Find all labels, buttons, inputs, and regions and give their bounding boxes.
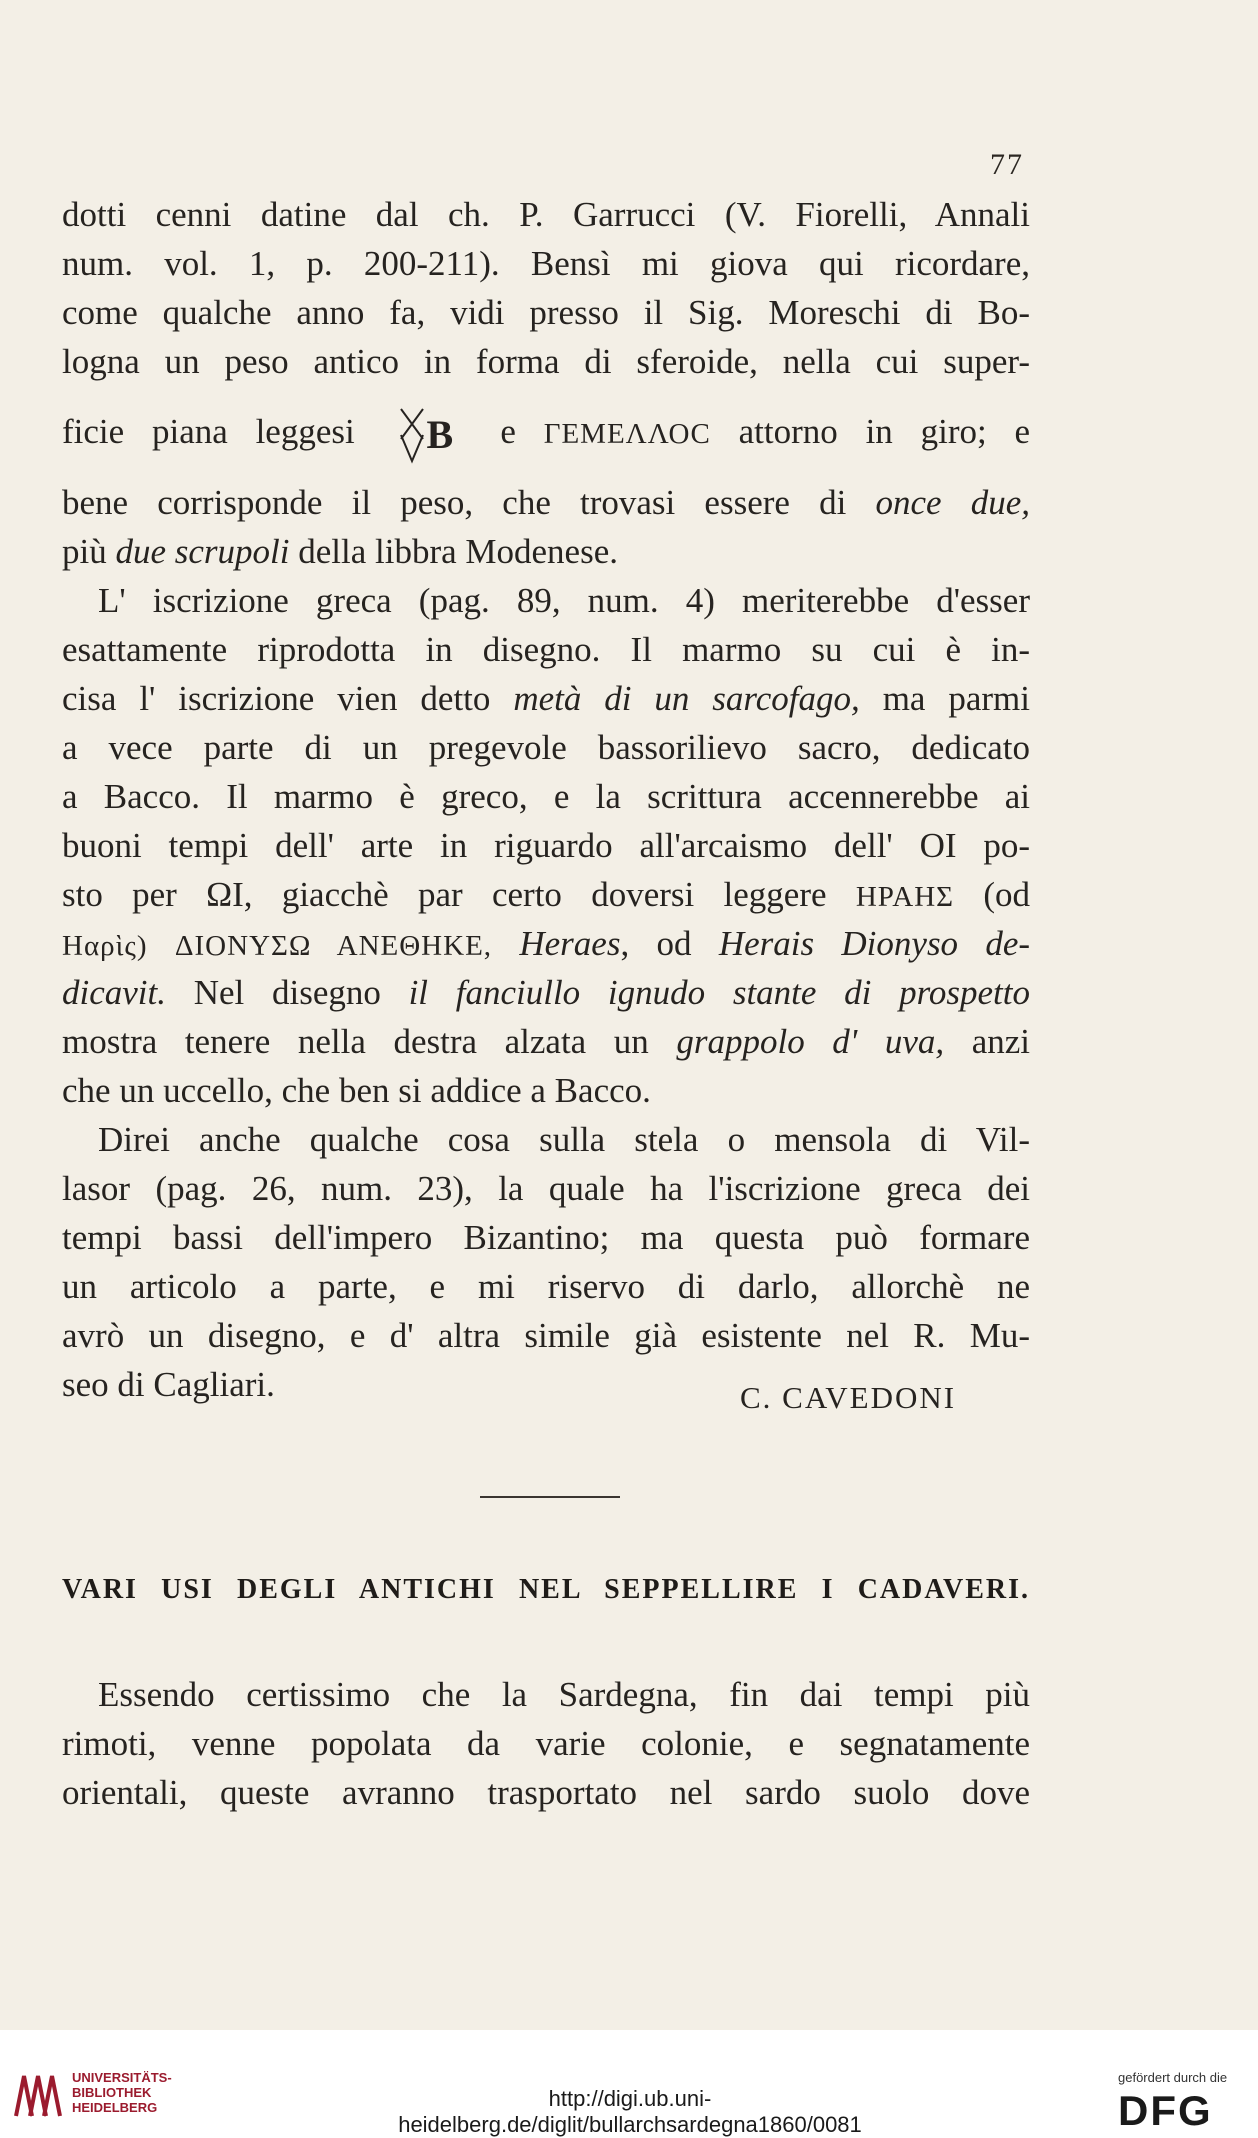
text-span: anzi (971, 1022, 1030, 1061)
text-line: dotti cenni datine dal ch. P. Garrucci (V. Fiorelli, Annali (62, 195, 1030, 234)
text-line (62, 527, 1030, 576)
text-line: che un uccello, che ben si addice a Bacco. (62, 1071, 651, 1110)
text-line: tempi bassi dell'impero Bizantino; ma questa può formare (62, 1218, 1030, 1257)
text-span: sto per ΩI, giacchè par certo doversi leggere (62, 875, 827, 914)
text-span: , od (620, 924, 692, 963)
section-divider (480, 1496, 620, 1498)
text-span: Nel disegno (193, 973, 381, 1012)
author-signature: C. CAVEDONI (740, 1380, 957, 1415)
italic-span: il fanciullo ignudo stante di prospetto (408, 973, 1031, 1012)
library-name-line: UNIVERSITÄTS- (72, 2070, 172, 2085)
text-line: a vece parte di un pregevole bassorilievo sacro, dedicato (62, 728, 1030, 767)
text-span: bene corrisponde il peso, che trovasi essere di (62, 483, 847, 522)
library-name-line: BIBLIOTHEK (72, 2085, 152, 2100)
monogram-mark (397, 405, 459, 465)
text-line: seo di Cagliari. (62, 1365, 275, 1404)
dfg-logo: DFG (1118, 2087, 1213, 2134)
text-line (62, 968, 1030, 1017)
text-span: più (62, 532, 107, 571)
text-span: (od (983, 875, 1030, 914)
text-line-with-monogram (62, 386, 1030, 478)
monogram-letter: B (426, 411, 454, 457)
permalink-url[interactable]: http://digi.ub.uni-heidelberg.de/diglit/bullarchsardegna1860/0081 (398, 2086, 862, 2137)
text-line: a Bacco. Il marmo è greco, e la scrittura accennerebbe ai (62, 777, 1030, 816)
text-line: logna un peso antico in forma di sferoide, nella cui super- (62, 342, 1030, 381)
text-span: attorno in giro; e (738, 412, 1031, 451)
text-span: e (500, 412, 516, 451)
text-line: buoni tempi dell' arte in riguardo all'arcaismo dell' OI po- (62, 826, 1030, 865)
italic-span: due scrupoli (115, 532, 290, 571)
text-span: ficie piana leggesi (62, 412, 355, 451)
italic-span: dicavit. (62, 973, 166, 1012)
text-span: cisa l' iscrizione vien detto (62, 679, 491, 718)
italic-span: metà di un sarcofago, (513, 679, 860, 718)
text-line (62, 1017, 1030, 1066)
text-line: esattamente riprodotta in disegno. Il marmo su cui è in- (62, 630, 1030, 669)
text-line: L' iscrizione greca (pag. 89, num. 4) meriterebbe d'esser (98, 581, 1030, 620)
text-span: della libbra Modenese. (298, 532, 619, 571)
university-library-logo-icon (10, 2068, 64, 2122)
text-line (62, 674, 1030, 723)
section-heading: VARI USI DEGLI ANTICHI NEL SEPPELLIRE I CADAVERI. (62, 1574, 1030, 1605)
text-line: avrò un disegno, e d' altra simile già esistente nel R. Mu- (62, 1316, 1030, 1355)
library-name-line: HEIDELBERG (72, 2100, 158, 2115)
funder-caption: gefördert durch die (1118, 2070, 1228, 2085)
text-line: num. vol. 1, p. 200-211). Bensì mi giova qui ricordare, (62, 244, 1030, 283)
text-line: come qualche anno fa, vidi presso il Sig. Moreschi di Bo- (62, 293, 1030, 332)
body-text-upper (62, 190, 1030, 1409)
italic-span: grappolo d' uva, (676, 1022, 945, 1061)
greek-inscription: ΗΡΑΗΣ (855, 881, 955, 913)
text-line (62, 478, 1030, 527)
page-number: 77 (990, 148, 1024, 181)
italic-span: Herais Dionyso de- (718, 924, 1031, 963)
greek-inscription: Ηαρὶς) (62, 930, 148, 962)
text-span: mostra tenere nella destra alzata un (62, 1022, 649, 1061)
text-line: un articolo a parte, e mi riservo di darlo, allorchè ne (62, 1267, 1030, 1306)
text-line (62, 870, 1030, 919)
text-line: rimoti, venne popolata da varie colonie, e segnatamente (62, 1724, 1030, 1763)
body-text-lower (62, 1670, 1030, 1817)
university-library-name (72, 2070, 172, 2115)
greek-inscription: ΓΕΜΕΛΛΟC (543, 418, 711, 450)
text-line: lasor (pag. 26, num. 23), la quale ha l'iscrizione greca dei (62, 1169, 1030, 1208)
greek-inscription: ΔΙΟΝΥΣΩ ΑΝΕΘΗΚΕ, (174, 930, 493, 962)
italic-span: once due, (875, 483, 1031, 522)
text-span: ma parmi (882, 679, 1030, 718)
text-line: Essendo certissimo che la Sardegna, fin dai tempi più (98, 1675, 1030, 1714)
text-line: Direi anche qualche cosa sulla stela o mensola di Vil- (98, 1120, 1030, 1159)
text-line (62, 919, 1030, 968)
text-line: orientali, queste avranno trasportato nel sardo suolo dove (62, 1773, 1030, 1812)
italic-span: Heraes (519, 924, 621, 963)
viewer-footer (0, 2030, 1258, 2135)
